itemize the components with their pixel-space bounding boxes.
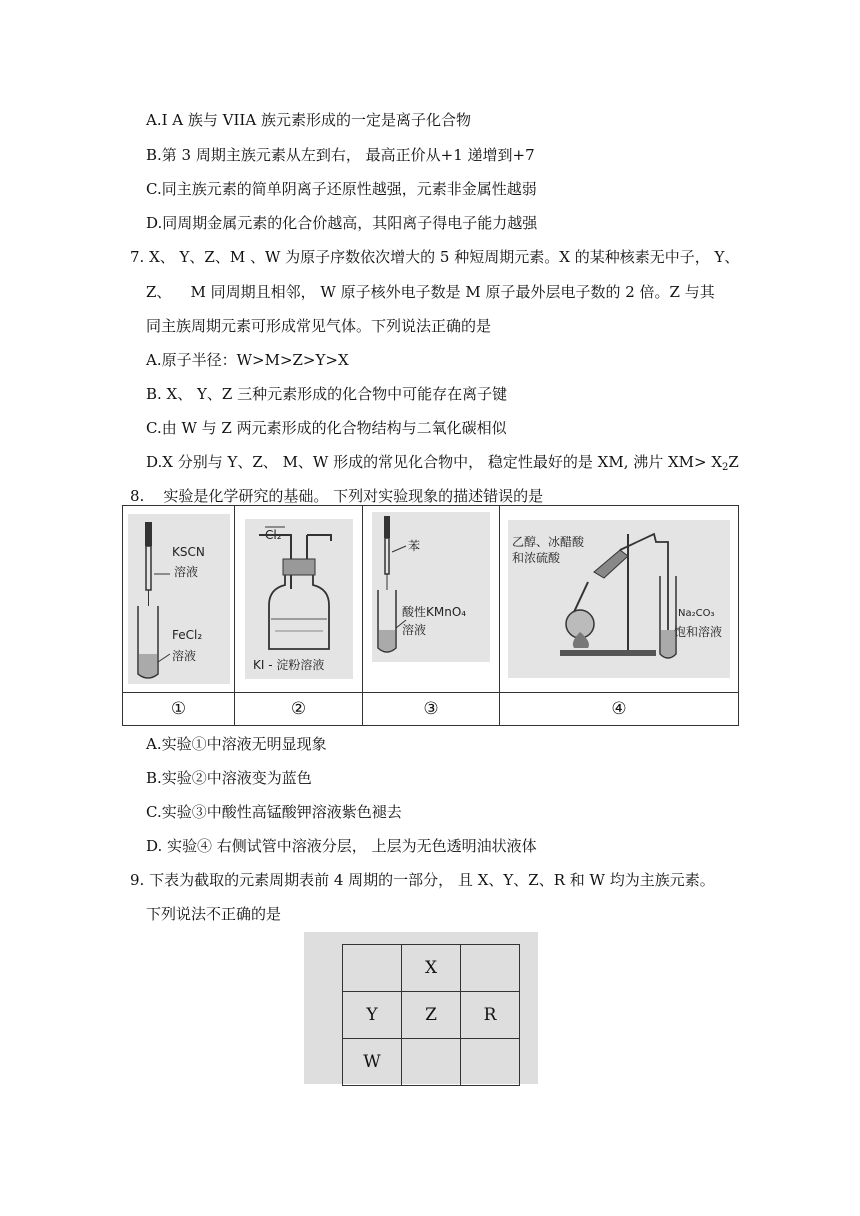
q7-stem-line-1: 7. X、 Y、Z、M 、W 为原子序数依次增大的 5 种短周期元素。X 的某种核素无中子， Y、	[130, 248, 740, 266]
exp3-bottom-solution-label: 溶液	[402, 623, 427, 637]
q7-option-d-text: D.X 分别与 Y、Z、 M、W 形成的常见化合物中， 稳定性最好的是 XM, 沸片 XM> X	[146, 453, 723, 471]
exp1-top-solution-label: 溶液	[173, 565, 198, 579]
q7-option-d-subscript: 2	[722, 462, 729, 473]
grid-cell	[402, 1039, 461, 1086]
q6-option-d: D.同周期金属元素的化合价越高，其阳离子得电子能力越强	[146, 214, 538, 232]
grid-cell-r: R	[461, 992, 520, 1039]
experiment-2-number: ②	[235, 693, 363, 726]
grid-cell	[461, 1039, 520, 1086]
exp1-top-reagent-label: KSCN	[171, 545, 205, 559]
q7-option-a: A.原子半径：W>M>Z>Y>X	[146, 351, 349, 369]
exp4-reagents-line-2: 和浓硫酸	[512, 551, 561, 565]
periodic-table-fragment	[304, 932, 538, 1084]
q6-option-b: B.第 3 周期主族元素从左到右， 最高正价从+1 递增到+7	[146, 146, 535, 164]
exp4-receiver-line-1: Na₂CO₃	[678, 608, 715, 619]
exp1-bottom-reagent-label: FeCl₂	[171, 628, 202, 642]
experiment-3-number: ③	[363, 693, 500, 726]
experiment-table	[122, 505, 739, 726]
experiment-2-cell	[235, 506, 363, 693]
exp4-receiver-line-2: 饱和溶液	[674, 625, 723, 639]
q7-option-b: B. X、 Y、Z 三种元素形成的化合物中可能存在离子键	[146, 385, 508, 403]
q8-option-b: B.实验②中溶液变为蓝色	[146, 769, 312, 787]
q7-stem-line-2: Z、 M 同周期且相邻， W 原子核外电子数是 M 原子最外层电子数的 2 倍。Z 与其	[146, 283, 715, 301]
experiment-4-cell	[500, 506, 739, 693]
q8-option-d: D. 实验④ 右侧试管中溶液分层， 上层为无色透明油状液体	[146, 837, 537, 855]
q9-stem-line-2: 下列说法不正确的是	[146, 905, 282, 923]
periodic-grid	[342, 944, 520, 1086]
experiment-2-figure	[245, 519, 353, 679]
q9-stem-line-1: 9. 下表为截取的元素周期表前 4 周期的一部分， 且 X、Y、Z、R 和 W 均为主族元素。	[130, 871, 715, 889]
grid-cell-z: Z	[402, 992, 461, 1039]
q7-stem-line-3: 同主族周期元素可形成常见气体。下列说法正确的是	[146, 317, 492, 335]
exp2-gas-label: Cl₂	[264, 528, 282, 542]
q6-option-a: A.I A 族与 VIIA 族元素形成的一定是离子化合物	[146, 111, 471, 129]
exp3-bottom-reagent-label: 酸性KMnO₄	[402, 605, 467, 619]
grid-cell-w: W	[343, 1039, 402, 1086]
exp2-solution-label: KI - 淀粉溶液	[252, 658, 324, 672]
experiment-3-figure	[372, 512, 490, 662]
q7-option-d-tail: Z	[728, 453, 739, 471]
grid-cell-y: Y	[343, 992, 402, 1039]
exp4-reagents-line-1: 乙醇、冰醋酸	[512, 535, 585, 549]
grid-cell	[343, 945, 402, 992]
experiment-4-figure	[508, 520, 730, 678]
q7-option-c: C.由 W 与 Z 两元素形成的化合物结构与二氧化碳相似	[146, 419, 507, 437]
experiment-3-cell	[363, 506, 500, 693]
q8-option-c: C.实验③中酸性高锰酸钾溶液紫色褪去	[146, 803, 402, 821]
q8-stem: 8. 实验是化学研究的基础。 下列对实验现象的描述错误的是	[130, 487, 544, 505]
experiment-1-number: ①	[123, 693, 235, 726]
experiment-4-number: ④	[500, 693, 739, 726]
grid-cell-x: X	[402, 945, 461, 992]
exp3-top-reagent-label: 苯	[408, 539, 421, 553]
exp1-bottom-solution-label: 溶液	[171, 649, 196, 663]
experiment-1-figure	[128, 514, 230, 684]
q8-option-a: A.实验①中溶液无明显现象	[146, 735, 327, 753]
experiment-1-cell	[123, 506, 235, 693]
grid-cell	[461, 945, 520, 992]
q7-option-d	[146, 452, 739, 478]
q6-option-c: C.同主族元素的简单阴离子还原性越强，元素非金属性越弱	[146, 180, 537, 198]
